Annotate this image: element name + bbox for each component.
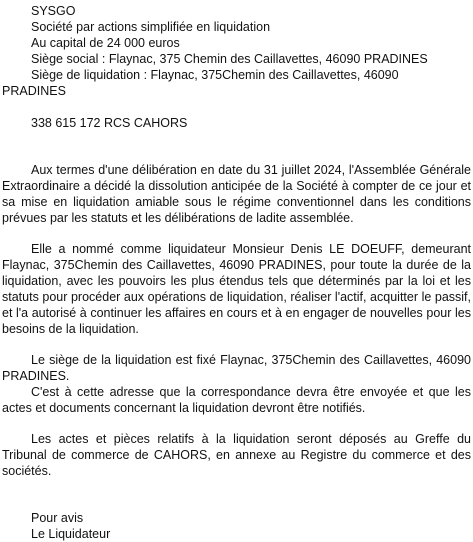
- share-capital: Au capital de 24 000 euros: [31, 36, 180, 50]
- liquidation-office-line1: Siège de liquidation : Flaynac, 375Chemin des Caillavettes, 46090: [31, 68, 399, 82]
- spacer: [2, 479, 471, 510]
- liquidation-office-line2: PRADINES: [2, 84, 66, 98]
- spacer: [2, 131, 471, 162]
- filing-paragraph: Les actes et pièces relatifs à la liquidation seront déposés au Greffe du Tribunal de commerce de CAHORS, en annexe au Registre du commerce et des sociétés.: [2, 432, 471, 478]
- spacer: [2, 99, 471, 115]
- spacer: [2, 416, 471, 431]
- signer-title: Le Liquidateur: [31, 527, 111, 541]
- dissolution-paragraph: Aux termes d'une délibération en date du 31 juillet 2024, l'Assemblée Générale Extraordinaire a décidé la dissolution anticipée de la Société à compter de ce jour et sa mise en liquidation amiable sous le régime conventionnel dans les conditions prévues par les statuts et les délibérations de ladite assemblée.: [2, 163, 471, 225]
- spacer: [2, 337, 471, 352]
- spacer: [2, 226, 471, 241]
- rcs-number: 338 615 172 RCS CAHORS: [31, 116, 188, 130]
- registered-office: Siège social : Flaynac, 375 Chemin des Caillavettes, 46090 PRADINES: [31, 52, 428, 66]
- closing-formula: Pour avis: [31, 511, 84, 525]
- legal-form: Société par actions simplifiée en liquidation: [31, 20, 271, 34]
- liquidation-office: [2, 67, 471, 99]
- company-name: SYSGO: [31, 4, 76, 18]
- liquidator-paragraph: Elle a nommé comme liquidateur Monsieur Denis LE DOEUFF, demeurant Flaynac, 375Chemin des Caillavettes, 46090 PRADINES, pour toute la durée de la liquidation, avec les pouvoirs les plus étendus tels que déterminés par la loi et les statuts pour procéder aux opérations de liquidation, réaliser l'actif, acquitter le passif, et l'a autorisé à continuer les affaires en cours et à en engager de nouvelles pour les besoins de la liquidation.: [2, 242, 471, 336]
- seat-paragraph: Le siège de la liquidation est fixé Flaynac, 375Chemin des Caillavettes, 46090 PRADINES.: [2, 353, 471, 383]
- correspondence-paragraph: C'est à cette adresse que la correspondance devra être envoyée et que les actes et documents concernant la liquidation devront être notifiés.: [2, 385, 471, 415]
